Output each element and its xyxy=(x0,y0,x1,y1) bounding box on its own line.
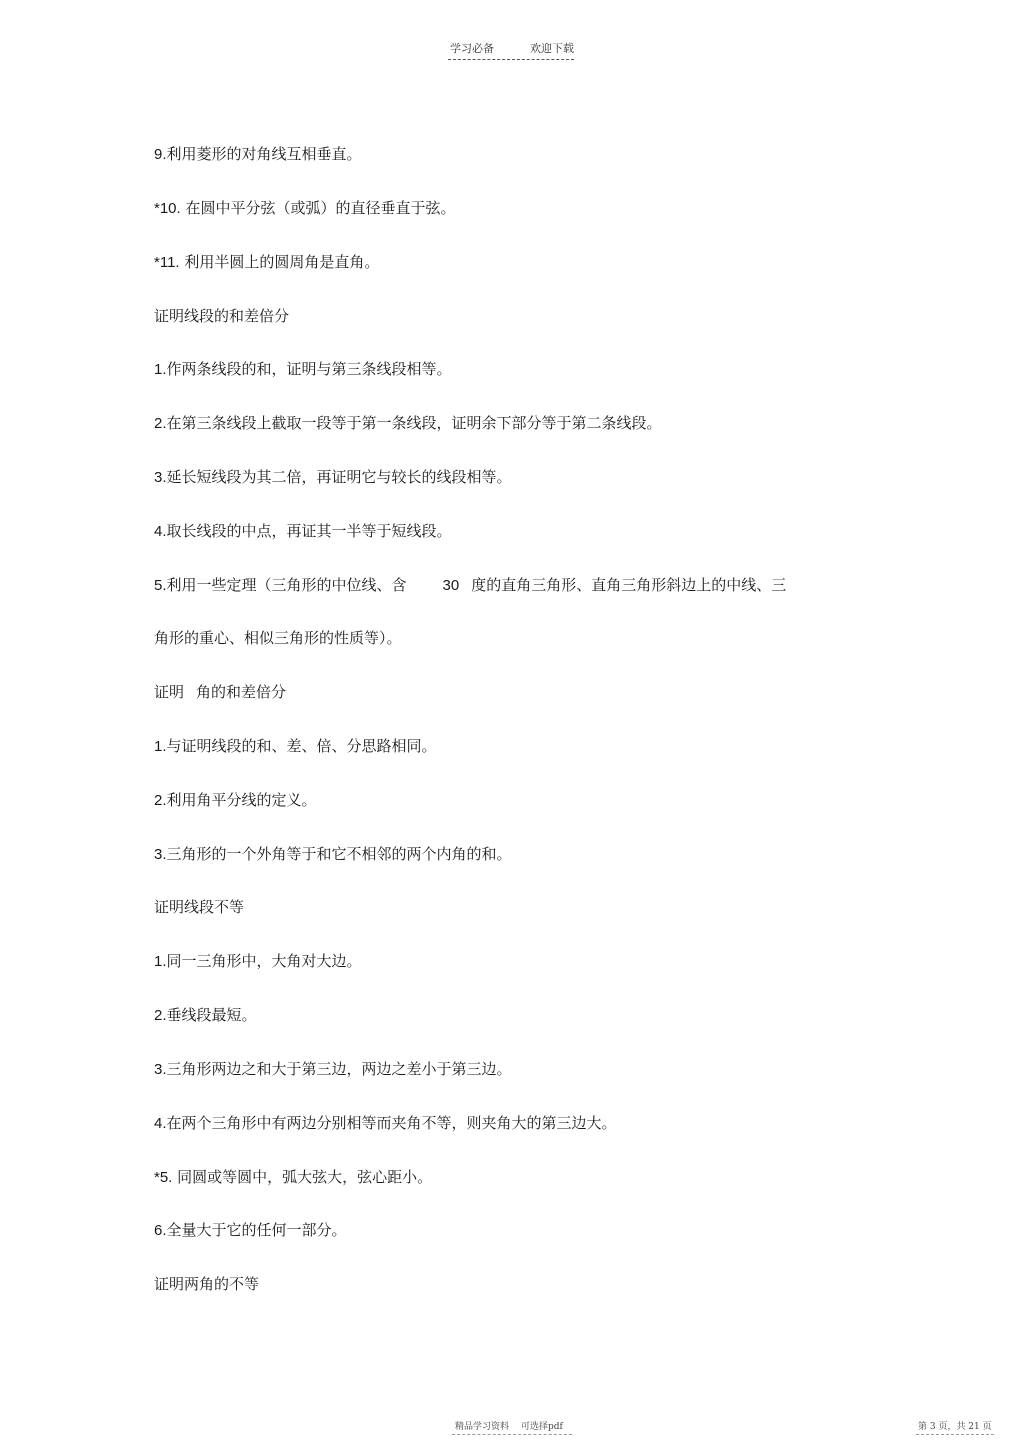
section-heading xyxy=(154,306,289,326)
item-text: 利用角平分线的定义。 xyxy=(166,791,317,809)
page-header xyxy=(0,40,1024,56)
item-text: 取长线段的中点，再证其一半等于短线段。 xyxy=(166,522,452,540)
list-item xyxy=(154,1059,512,1080)
header-divider xyxy=(448,59,574,60)
list-item xyxy=(154,252,379,273)
heading-text: 证明两角的不等 xyxy=(154,1275,260,1293)
item-text: 同一三角形中，大角对大边。 xyxy=(166,952,362,970)
heading-text-b: 角的和差倍分 xyxy=(196,683,287,701)
item-text: 利用一些定理（三角形的中位线、含 xyxy=(166,576,407,594)
item-number: 9. xyxy=(154,146,167,163)
item-text: 在圆中平分弦（或弧）的直径垂直于弦。 xyxy=(180,199,456,217)
item-number: 5. xyxy=(154,577,167,594)
list-item xyxy=(154,790,317,811)
item-number: 1. xyxy=(154,738,167,755)
item-text: 与证明线段的和、差、倍、分思路相同。 xyxy=(166,737,437,755)
list-item xyxy=(154,1167,432,1188)
list-item xyxy=(154,413,662,434)
item-number: 4. xyxy=(154,523,167,540)
heading-text: 证明线段的和差倍分 xyxy=(154,307,290,325)
list-item xyxy=(154,359,452,380)
item-text: 全量大于它的任何一部分。 xyxy=(166,1221,347,1239)
item-text: 角形的重心、相似三角形的性质等）。 xyxy=(154,629,402,647)
list-item xyxy=(154,1005,257,1026)
item-text: 垂线段最短。 xyxy=(166,1006,257,1024)
list-item xyxy=(154,736,437,757)
item-number: 3. xyxy=(154,469,167,486)
heading-text-a: 证明 xyxy=(154,683,185,701)
list-item xyxy=(154,1113,617,1134)
item-number: *5. xyxy=(154,1169,173,1186)
page-indicator: 第 3 页，共 21 页 xyxy=(918,1422,992,1432)
item-number: 1. xyxy=(154,953,167,970)
item-text: 同圆或等圆中，弧大弦大，弦心距小。 xyxy=(172,1168,433,1186)
item-text: 延长短线段为其二倍，再证明它与较长的线段相等。 xyxy=(166,468,512,486)
item-text: 利用半圆上的圆周角是直角。 xyxy=(179,253,380,271)
item-number: 4. xyxy=(154,1115,167,1132)
item-number: *10. xyxy=(154,200,181,217)
item-number: 2. xyxy=(154,792,167,809)
list-item xyxy=(154,467,512,488)
item-text: 作两条线段的和，证明与第三条线段相等。 xyxy=(166,360,452,378)
list-item xyxy=(154,144,362,165)
item-number: 1. xyxy=(154,361,167,378)
section-heading xyxy=(154,682,286,702)
item-text: 利用菱形的对角线互相垂直。 xyxy=(166,145,362,163)
header-right-text: 欢迎下载 xyxy=(530,42,574,55)
degree-value: 30 xyxy=(442,577,460,594)
item-text: 在第三条线段上截取一段等于第一条线段，证明余下部分等于第二条线段。 xyxy=(166,414,662,432)
item-number: 3. xyxy=(154,1061,167,1078)
list-item xyxy=(154,575,786,596)
footer-divider-left xyxy=(452,1434,572,1435)
footer-left-text-a: 精品学习资料 xyxy=(455,1422,510,1432)
list-item xyxy=(154,951,362,972)
section-heading xyxy=(154,1274,259,1294)
header-left-text: 学习必备 xyxy=(450,42,494,55)
footer-left-text-b: 可选择pdf xyxy=(521,1422,563,1432)
list-item xyxy=(154,198,455,219)
item-text-continued: 度的直角三角形、直角三角形斜边上的中线、三 xyxy=(471,576,787,594)
list-item xyxy=(154,1220,347,1241)
item-number: 3. xyxy=(154,846,167,863)
item-text: 在两个三角形中有两边分别相等而夹角不等，则夹角大的第三边大。 xyxy=(166,1114,617,1132)
item-number: 6. xyxy=(154,1222,167,1239)
list-item-continuation xyxy=(154,628,402,648)
section-heading xyxy=(154,897,244,917)
list-item xyxy=(154,844,512,865)
item-number: 2. xyxy=(154,1007,167,1024)
item-text: 三角形的一个外角等于和它不相邻的两个内角的和。 xyxy=(166,845,512,863)
item-number: 2. xyxy=(154,415,167,432)
footer-left xyxy=(455,1419,563,1432)
footer-divider-right xyxy=(916,1434,994,1435)
list-item xyxy=(154,521,452,542)
heading-text: 证明线段不等 xyxy=(154,898,245,916)
item-number: *11. xyxy=(154,254,180,271)
item-text: 三角形两边之和大于第三边，两边之差小于第三边。 xyxy=(166,1060,512,1078)
